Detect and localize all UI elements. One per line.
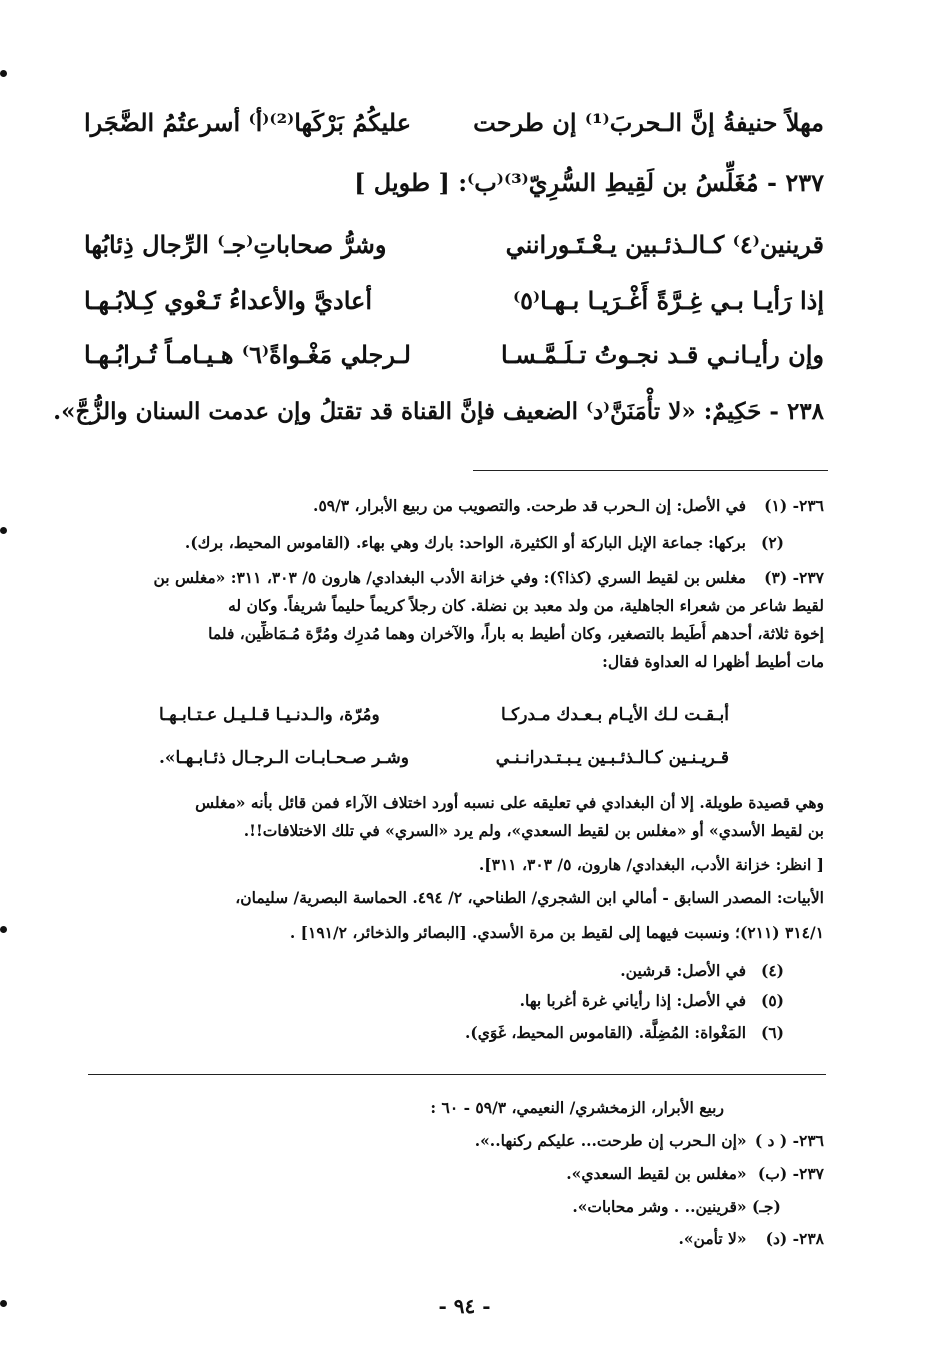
- footnote-text: بركها: جماعة الإبل الباركة أو الكثيرة، الواحد: بارك وهي بهاء. (القاموس المحيط، برك).: [184, 533, 746, 552]
- verse-line: [84, 278, 824, 322]
- verse-hemistich-right: قـريـنـين كـالـذئـبـين يـبـتـدرانـنـي: [495, 748, 729, 768]
- scan-speck: [0, 527, 7, 534]
- footnote-text: ٣١٤/١ (٢١١)؛ ونسبت فيهما إلى لقيط بن مرة الأسدي. [البصائر والذخائر، ١٩١/٢] .: [289, 923, 824, 942]
- footnote: [84, 565, 824, 591]
- footnote-label: (٥): [760, 991, 784, 1010]
- variant-label: ٢٣٧- (ب): [757, 1164, 824, 1183]
- footnote-text: في الأصل: إذا رأياني غرة أغربا بها.: [519, 991, 746, 1010]
- footnote-text: وهي قصيدة طويلة. إلا أن البغدادي في تعليقه على نسبه أورد اختلاف الآراء فمن قائل بأنه «مغلس: [195, 793, 824, 812]
- footnote: [84, 493, 824, 519]
- footnote-separator: [473, 470, 828, 471]
- scan-speck: [0, 926, 7, 933]
- footnote-label: (٤): [760, 961, 784, 980]
- footnote-text: [ انظر: خزانة الأدب، البغدادي/ هارون، ٥/ ٣٠٣، ٣١١].: [478, 855, 824, 874]
- verse-hemistich-right: وإن رأيـانـي قـد نجـوتُ تـلَـمَّـسـا: [501, 339, 824, 369]
- footnote-text: في الأصل: إن الـحرب قد طرحت. والتصويب من ربيع الأبرار، ٥٩/٣.: [313, 496, 746, 515]
- verse-line: [84, 332, 824, 376]
- verse-hemistich-left: لـرجلي مَغْـواةً⁽٦⁾ هـيـامـاً تُـرابُـهـا: [84, 339, 411, 369]
- variant-item: [104, 1160, 824, 1188]
- variant-item: [104, 1193, 824, 1221]
- footnote-text: إخوة ثلاثة، أحدهم أُطَيط بالتصغير، وكان أطيط به باراً، والآخران وهما مُدرِك ومُرَّة مُـمَاظِّين، فلما: [208, 624, 824, 643]
- verse-hemistich-left: ومُرّة، والـدنـيـا قـلـيـل عـتـابـهـا: [159, 705, 380, 725]
- verse-hemistich-left: أعاديَّ والأعداءُ تَـعْوي كِـلابُـهـا: [84, 285, 373, 315]
- variant-label: ٢٣٦- ( د ): [754, 1131, 824, 1150]
- footnote-text: بن لقيط الأسدي» أو «مغلس بن لقيط السعدي»، ولم يرد «السري» في تلك الاختلافات!!.: [243, 821, 824, 840]
- variant-item: [104, 1225, 824, 1253]
- variant-text: «قرينين.. . وشر محابات».: [572, 1197, 747, 1216]
- footnote-label: ٢٣٦- (١): [764, 496, 824, 515]
- footnote-text: مغلس بن لقيط السري (كذا؟): وفي خزانة الأدب البغدادي/ هارون ٥/ ٣٠٣، ٣١١: «مغلس بن: [153, 568, 746, 587]
- footnote-verse: [159, 743, 729, 773]
- footnote: [84, 958, 824, 984]
- footnote-label: ٢٣٧- (٣): [764, 568, 824, 587]
- variant-text: «مغلس بن لقيط السعدي».: [566, 1164, 747, 1183]
- scan-speck: [0, 70, 7, 77]
- entry-heading: ٢٣٧ - مُغَلِّسُ بن لَقِيطِ السُّرِيّ⁽³⁾⁽ب⁾: [ طويل ]: [354, 168, 824, 197]
- footnote: [84, 988, 824, 1014]
- verse-hemistich-right: قرينين⁽٤⁾ كـالـذئـبين يـعْـتَـورانني: [505, 229, 824, 259]
- footnote-text: مات أطيط أظهرا له العداوة فقال:: [602, 652, 824, 671]
- variants-separator: [88, 1074, 826, 1075]
- footnote-text: في الأصل: قرشين.: [620, 961, 746, 980]
- verse-hemistich-right: أبـقـت لـك الأيـام بـعـدك مـدركـا: [500, 705, 729, 725]
- variant-text: «إن الـحرب إن طرحت... عليكم ركنها..».: [474, 1131, 747, 1150]
- verse-hemistich-right: مهلاً حنيفةُ إنَّ الـحربَ⁽¹⁾ إن طرحت: [473, 107, 824, 137]
- verse-line: [84, 222, 824, 266]
- footnote-label: (٦): [760, 1023, 784, 1042]
- footnote-verse: [159, 700, 729, 730]
- footnote: [84, 1020, 824, 1046]
- verse-hemistich-left: عليكُمُ بَرْكَها⁽²⁾⁽أ⁾ أسرعتُمُ الضَّجَرا: [84, 107, 412, 137]
- footnote-text: لقيط شاعر من شعراء الجاهلية، من ولد معبد بن نضلة. كان رجلاً كريماً حليماً شريفاً. وكان له: [228, 596, 824, 615]
- verse-line: [84, 100, 824, 144]
- footnote-label: (٢): [760, 533, 784, 552]
- footnote-text: المَغْواة: المُضِلَّة. (القاموس المحيط، غَوَي).: [465, 1023, 746, 1042]
- variant-text: «لا تأمن».: [678, 1229, 747, 1248]
- variant-label: ٢٣٨- (د): [765, 1229, 824, 1248]
- verse-hemistich-right: إذا رَأيـا بـي غِـرَّةً أَغْـرَيـا بـهـا⁽٥⁾: [512, 285, 824, 315]
- variants-header: ربيع الأبرار، الزمخشري/ النعيمي، ٥٩/٣ - ٦٠ :: [430, 1098, 724, 1117]
- variant-item: [104, 1127, 824, 1155]
- footnote: [84, 530, 824, 556]
- entry-heading: ٢٣٨ - حَكِيمٌ: «لا تأْمَنَنَّ⁽د⁾ الضعيف فإنَّ القناة قد تقتلُ وإن عدمت السنان والزُّجَّ».: [53, 398, 824, 425]
- footnote-text: الأبيات: المصدر السابق - أمالي ابن الشجري/ الطناحي، ٢/ ٤٩٤. الحماسة البصرية/ سليمان،: [235, 888, 824, 907]
- page-number: - ٩٤ -: [438, 1294, 491, 1318]
- variant-label: (جـ): [752, 1197, 781, 1216]
- verse-hemistich-left: وشرُّ صحاباتِ⁽جـ⁾ الرِّجال ذِئابُها: [84, 229, 387, 259]
- verse-hemistich-left: وشـر صـحـابـات الـرجـال ذئـابـهـا».: [159, 748, 410, 768]
